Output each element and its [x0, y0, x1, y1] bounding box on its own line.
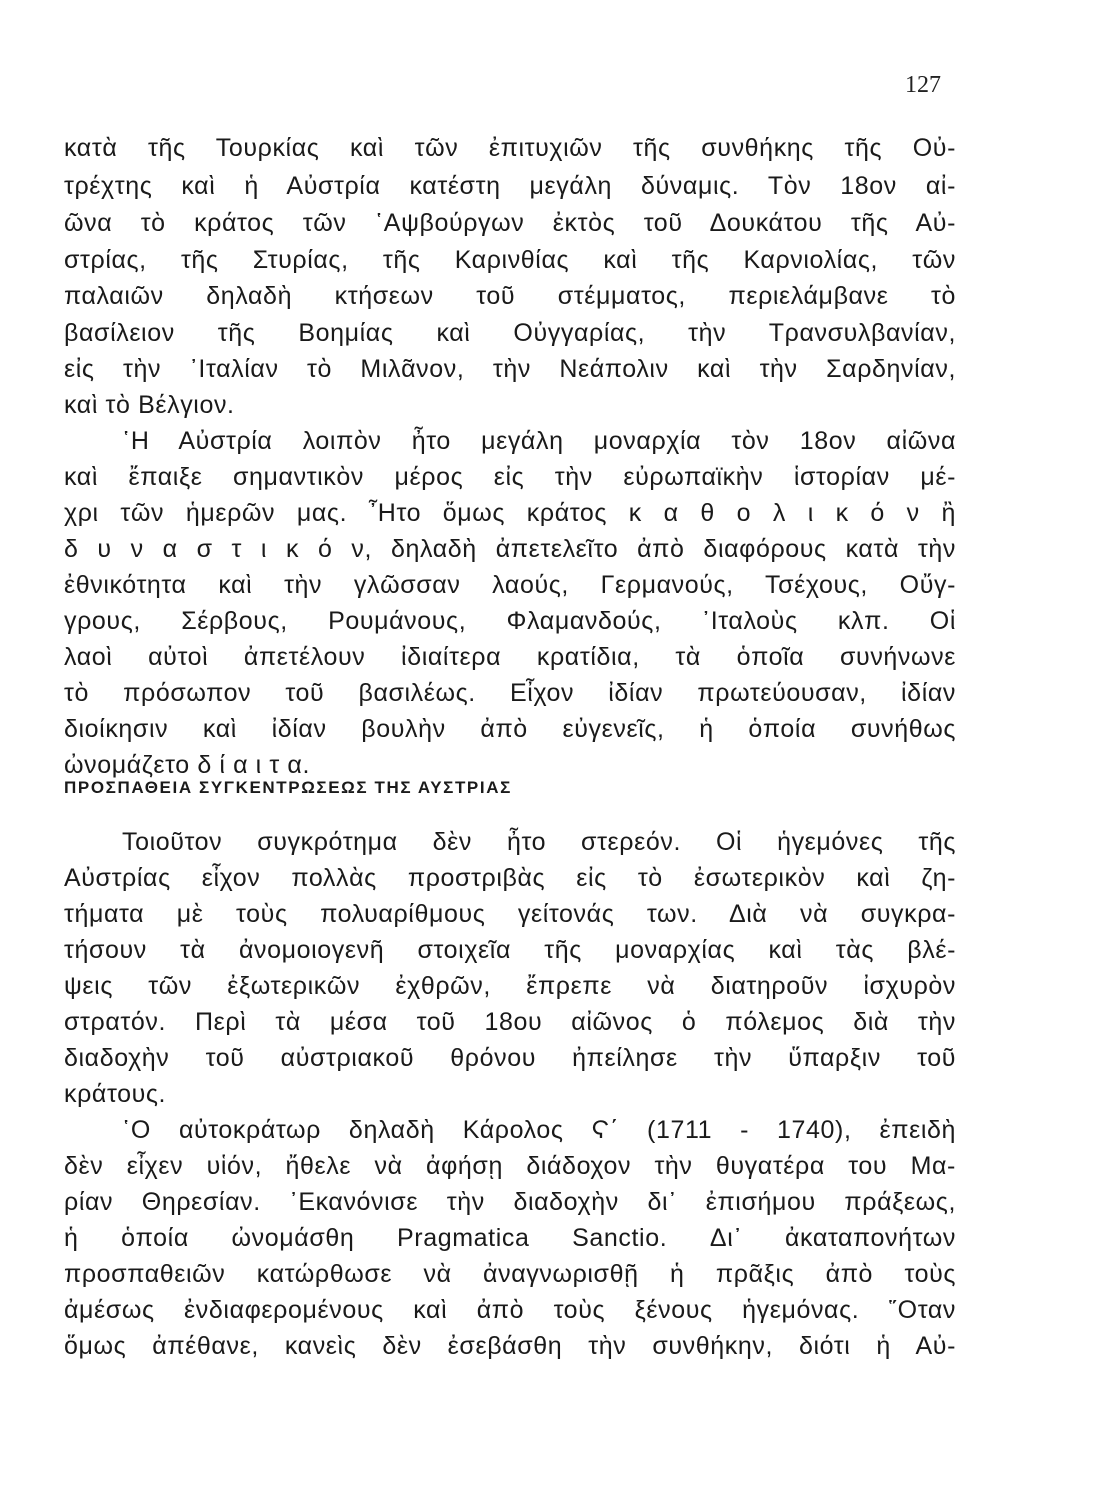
text-line: ρίαν Θηρεσίαν. ᾿Εκανόνισε τὴν διαδοχὴν δι᾿ ἐπισήμου πράξεως, [64, 1188, 956, 1216]
text-line: στρίας, τῆς Στυρίας, τῆς Καρινθίας καὶ τῆς Καρνιολίας, τῶν [64, 246, 956, 274]
text-line: τήματα μὲ τοὺς πολυαρίθμους γείτονάς των. Διὰ νὰ συγκρα- [64, 900, 956, 928]
text-line: διαδοχὴν τοῦ αὐστριακοῦ θρόνου ἠπείλησε τὴν ὕπαρξιν τοῦ [64, 1044, 956, 1072]
text-line: ἐθνικότητα καὶ τὴν γλῶσσαν λαούς, Γερμανούς, Τσέχους, Οὔγ- [64, 571, 956, 599]
text-line: στρατόν. Περὶ τὰ μέσα τοῦ 18ου αἰῶνος ὁ πόλεμος διὰ τὴν [64, 1008, 956, 1036]
text-line: ῾Η Αὐστρία λοιπὸν ἦτο μεγάλη μοναρχία τὸν 18ον αἰῶνα [122, 427, 956, 455]
text-line: εἰς τὴν ᾿Ιταλίαν τὸ Μιλᾶνον, τὴν Νεάπολιν καὶ τὴν Σαρδηνίαν, [64, 355, 956, 383]
text-line: δ υ ν α σ τ ι κ ό ν, δηλαδὴ ἀπετελεῖτο ἀπὸ διαφόρους κατὰ τὴν [64, 535, 956, 563]
text-line: Αὐστρίας εἶχον πολλὰς προστριβὰς εἰς τὸ ἐσωτερικὸν καὶ ζη- [64, 864, 956, 892]
text-line: κράτους. [64, 1080, 167, 1108]
text-line: τρέχτης καὶ ἡ Αὐστρία κατέστη μεγάλη δύναμις. Τὸν 18ον αἰ- [64, 172, 956, 200]
text-line: παλαιῶν δηλαδὴ κτήσεων τοῦ στέμματος, περιελάμβανε τὸ [64, 282, 956, 310]
text-line: ἀμέσως ἐνδιαφερομένους καὶ ἀπὸ τοὺς ξένους ἡγεμόνας. ῞Οταν [64, 1296, 956, 1324]
text-line: ψεις τῶν ἐξωτερικῶν ἐχθρῶν, ἔπρεπε νὰ διατηροῦν ἰσχυρὸν [64, 972, 956, 1000]
text-line: ῶνα τὸ κράτος τῶν ῾Αψβούργων ἐκτὸς τοῦ Δουκάτου τῆς Αὐ- [64, 209, 956, 237]
text-line: ἡ ὁποία ὠνομάσθη Pragmatica Sanctio. Δι᾿ ἀκαταπονήτων [64, 1224, 956, 1252]
text-line: τὸ πρόσωπον τοῦ βασιλέως. Εἶχον ἰδίαν πρωτεύουσαν, ἰδίαν [64, 679, 956, 707]
text-line: διοίκησιν καὶ ἰδίαν βουλὴν ἀπὸ εὐγενεῖς, ἡ ὁποία συνήθως [64, 715, 956, 743]
text-line: χρι τῶν ἡμερῶν μας. ῏Ητο ὅμως κράτος κ α θ ο λ ι κ ό ν ἢ [64, 499, 956, 527]
text-line: κατὰ τῆς Τουρκίας καὶ τῶν ἐπιτυχιῶν τῆς συνθήκης τῆς Οὐ- [64, 134, 956, 162]
text-line: καὶ ἔπαιξε σημαντικὸν μέρος εἰς τὴν εὐρωπαϊκὴν ἱστορίαν μέ- [64, 463, 956, 491]
text-line: ὠνομάζετο δ ί α ι τ α. [64, 751, 311, 779]
page-number: 127 [905, 72, 941, 98]
text-line: βασίλειον τῆς Βοημίας καὶ Οὐγγαρίας, τὴν Τρανσυλβανίαν, [64, 319, 956, 347]
text-line: τήσουν τὰ ἀνομοιογενῆ στοιχεῖα τῆς μοναρχίας καὶ τὰς βλέ- [64, 936, 956, 964]
text-line: προσπαθειῶν κατώρθωσε νὰ ἀναγνωρισθῇ ἡ πρᾶξις ἀπὸ τοὺς [64, 1260, 956, 1288]
text-line: ῾Ο αὐτοκράτωρ δηλαδὴ Κάρολος Ϛ΄ (1711 - 1740), ἐπειδὴ [122, 1116, 956, 1144]
text-line: καὶ τὸ Βέλγιον. [64, 391, 235, 419]
text-line: γρους, Σέρβους, Ρουμάνους, Φλαμανδούς, ᾿Ιταλοὺς κλπ. Οἱ [64, 607, 956, 635]
text-line: δὲν εἶχεν υἱόν, ἤθελε νὰ ἀφήσῃ διάδοχον τὴν θυγατέρα του Μα- [64, 1152, 956, 1180]
text-line: ὅμως ἀπέθανε, κανεὶς δὲν ἐσεβάσθη τὴν συνθήκην, διότι ἡ Αὐ- [64, 1332, 956, 1360]
text-line: Τοιοῦτον συγκρότημα δὲν ἦτο στερεόν. Οἱ ἡγεμόνες τῆς [122, 828, 956, 856]
section-heading: ΠΡΟΣΠΑΘΕΙΑ ΣΥΓΚΕΝΤΡΩΣΕΩΣ ΤΗΣ ΑΥΣΤΡΙΑΣ [64, 778, 512, 797]
text-line: λαοὶ αὐτοὶ ἀπετέλουν ἰδιαίτερα κρατίδια, τὰ ὁποῖα συνήνωνε [64, 643, 956, 671]
